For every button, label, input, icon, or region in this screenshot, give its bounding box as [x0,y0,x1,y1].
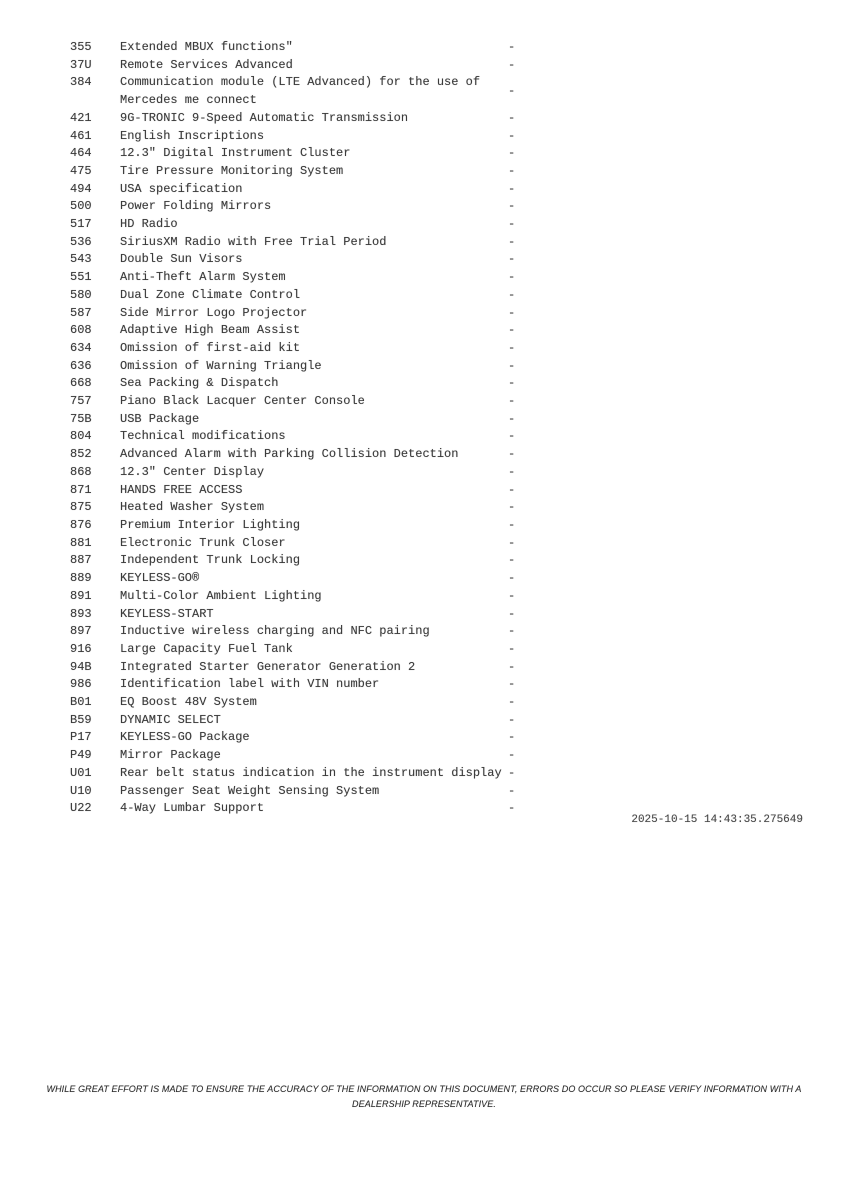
option-description: Rear belt status indication in the instrument display [120,765,502,780]
option-description: Passenger Seat Weight Sensing System [120,783,380,798]
option-description: SiriusXM Radio with Free Trial Period [120,234,387,249]
option-description: KEYLESS-START [120,606,214,621]
option-description: Tire Pressure Monitoring System [120,163,344,178]
option-row [70,322,518,340]
option-status-dash: - [508,163,516,178]
option-description: Premium Interior Lighting [120,517,301,532]
option-row [70,676,518,694]
option-status-dash: - [508,146,516,161]
option-code: 587 [70,305,92,320]
option-status-dash: - [508,517,516,532]
option-row [70,145,518,163]
option-status-dash: - [508,305,516,320]
option-description: DYNAMIC SELECT [120,712,221,727]
option-row [70,623,518,641]
option-status-dash: - [508,376,516,391]
option-description: Communication module (LTE Advanced) for the use of Mercedes me connect [120,75,488,108]
option-row [70,641,518,659]
option-row [70,659,518,677]
option-code: 384 [70,75,92,90]
option-row [70,588,518,606]
option-row [70,128,518,146]
option-description: Technical modifications [120,429,286,444]
option-code: 804 [70,429,92,444]
option-row [70,216,518,234]
option-description: 4-Way Lumbar Support [120,801,265,816]
option-row [70,39,518,57]
option-row [70,517,518,535]
option-code: 871 [70,482,92,497]
option-row [70,110,518,128]
option-code: 421 [70,110,92,125]
option-description: Advanced Alarm with Parking Collision Detection [120,447,459,462]
option-status-dash: - [508,571,516,586]
option-status-dash: - [508,712,516,727]
option-row [70,765,518,783]
option-description: Independent Trunk Locking [120,553,301,568]
option-row [70,712,518,730]
option-description: EQ Boost 48V System [120,695,257,710]
option-row [70,305,518,323]
option-status-dash: - [508,181,516,196]
disclaimer [44,1082,804,1112]
option-description: Anti-Theft Alarm System [120,270,286,285]
options-list [70,39,518,818]
option-description: Side Mirror Logo Projector [120,305,308,320]
option-status-dash: - [508,40,516,54]
option-description: Omission of Warning Triangle [120,358,322,373]
option-code: P17 [70,730,92,745]
option-code: 891 [70,588,92,603]
option-code: 868 [70,464,92,479]
disclaimer-line-1: WHILE GREAT EFFORT IS MADE TO ENSURE THE ACCURACY OF THE INFORMATION ON THIS DOCUMENT, ERRORS DO OCCUR SO PLEASE VERIFY INFORMATION WITH A [46,1084,802,1094]
option-description: Large Capacity Fuel Tank [120,641,293,656]
option-code: B59 [70,712,92,727]
option-description: Extended MBUX functions" [120,40,293,54]
option-description: Inductive wireless charging and NFC pairing [120,624,430,639]
option-status-dash: - [508,128,516,143]
option-code: P49 [70,748,92,763]
option-row [70,375,518,393]
option-row [70,446,518,464]
option-code: U01 [70,765,92,780]
option-row [70,340,518,358]
option-status-dash: - [508,57,516,72]
option-description: USA specification [120,181,243,196]
option-status-dash: - [508,84,516,99]
option-row [70,393,518,411]
option-description: 12.3" Center Display [120,464,265,479]
option-row [70,198,518,216]
option-status-dash: - [508,411,516,426]
option-description: Adaptive High Beam Assist [120,323,301,338]
option-code: 889 [70,571,92,586]
option-status-dash: - [508,783,516,798]
option-row [70,552,518,570]
option-description: English Inscriptions [120,128,265,143]
option-code: 875 [70,500,92,515]
option-status-dash: - [508,677,516,692]
option-code: 517 [70,217,92,232]
option-description: 9G-TRONIC 9-Speed Automatic Transmission [120,110,409,125]
option-code: 464 [70,146,92,161]
option-code: 94B [70,659,92,674]
option-status-dash: - [508,535,516,550]
option-description: USB Package [120,411,200,426]
option-code: 461 [70,128,92,143]
option-row [70,358,518,376]
option-code: 876 [70,517,92,532]
option-status-dash: - [508,234,516,249]
option-code: 75B [70,411,92,426]
option-row [70,747,518,765]
option-code: 757 [70,394,92,409]
option-row [70,428,518,446]
option-row [70,74,518,109]
option-description: Sea Packing & Dispatch [120,376,279,391]
option-description: Remote Services Advanced [120,57,293,72]
option-row [70,535,518,553]
option-row [70,411,518,429]
option-status-dash: - [508,217,516,232]
option-code: 608 [70,323,92,338]
option-status-dash: - [508,606,516,621]
option-code: 897 [70,624,92,639]
option-description: Piano Black Lacquer Center Console [120,394,365,409]
option-row [70,287,518,305]
option-description: KEYLESS-GO Package [120,730,250,745]
option-code: 668 [70,376,92,391]
option-code: 536 [70,234,92,249]
option-status-dash: - [508,323,516,338]
option-row [70,800,518,818]
option-status-dash: - [508,270,516,285]
option-code: 580 [70,287,92,302]
option-code: 881 [70,535,92,550]
option-row [70,783,518,801]
option-code: U22 [70,801,92,816]
option-description: Omission of first-aid kit [120,340,301,355]
option-status-dash: - [508,340,516,355]
option-code: 551 [70,270,92,285]
option-status-dash: - [508,464,516,479]
option-code: 893 [70,606,92,621]
option-status-dash: - [508,730,516,745]
option-status-dash: - [508,748,516,763]
option-status-dash: - [508,765,516,780]
option-description: Mirror Package [120,748,221,763]
option-code: 636 [70,358,92,373]
option-code: 355 [70,40,92,54]
generated-timestamp: 2025-10-15 14:43:35.275649 [631,814,803,826]
option-row [70,234,518,252]
option-row [70,163,518,181]
option-status-dash: - [508,287,516,302]
option-status-dash: - [508,588,516,603]
option-code: U10 [70,783,92,798]
option-description: Integrated Starter Generator Generation 2 [120,659,416,674]
option-row [70,464,518,482]
option-description: Identification label with VIN number [120,677,380,692]
option-description: Heated Washer System [120,500,265,515]
option-status-dash: - [508,641,516,656]
option-status-dash: - [508,500,516,515]
option-code: 475 [70,163,92,178]
option-description: Dual Zone Climate Control [120,287,301,302]
option-code: 887 [70,553,92,568]
option-description: HANDS FREE ACCESS [120,482,243,497]
option-row [70,570,518,588]
option-code: 916 [70,641,92,656]
option-description: Multi-Color Ambient Lighting [120,588,322,603]
option-description: HD Radio [120,217,178,232]
option-description: Power Folding Mirrors [120,199,272,214]
option-description: KEYLESS-GO® [120,571,200,586]
option-row [70,269,518,287]
option-status-dash: - [508,553,516,568]
option-status-dash: - [508,358,516,373]
option-row [70,499,518,517]
option-row [70,57,518,75]
option-row [70,729,518,747]
option-status-dash: - [508,659,516,674]
option-status-dash: - [508,110,516,125]
option-row [70,251,518,269]
option-code: 852 [70,447,92,462]
option-code: 543 [70,252,92,267]
option-code: 500 [70,199,92,214]
option-code: B01 [70,695,92,710]
option-status-dash: - [508,695,516,710]
option-status-dash: - [508,447,516,462]
option-status-dash: - [508,429,516,444]
option-code: 986 [70,677,92,692]
option-description: Double Sun Visors [120,252,243,267]
option-code: 494 [70,181,92,196]
option-status-dash: - [508,801,516,816]
option-row [70,482,518,500]
option-status-dash: - [508,394,516,409]
option-status-dash: - [508,199,516,214]
option-description: 12.3" Digital Instrument Cluster [120,146,351,161]
option-status-dash: - [508,482,516,497]
option-code: 37U [70,57,92,72]
option-row [70,606,518,624]
option-row [70,694,518,712]
option-status-dash: - [508,624,516,639]
option-code: 634 [70,340,92,355]
option-description: Electronic Trunk Closer [120,535,286,550]
option-row [70,181,518,199]
disclaimer-line-2: DEALERSHIP REPRESENTATIVE. [352,1099,496,1109]
option-status-dash: - [508,252,516,267]
